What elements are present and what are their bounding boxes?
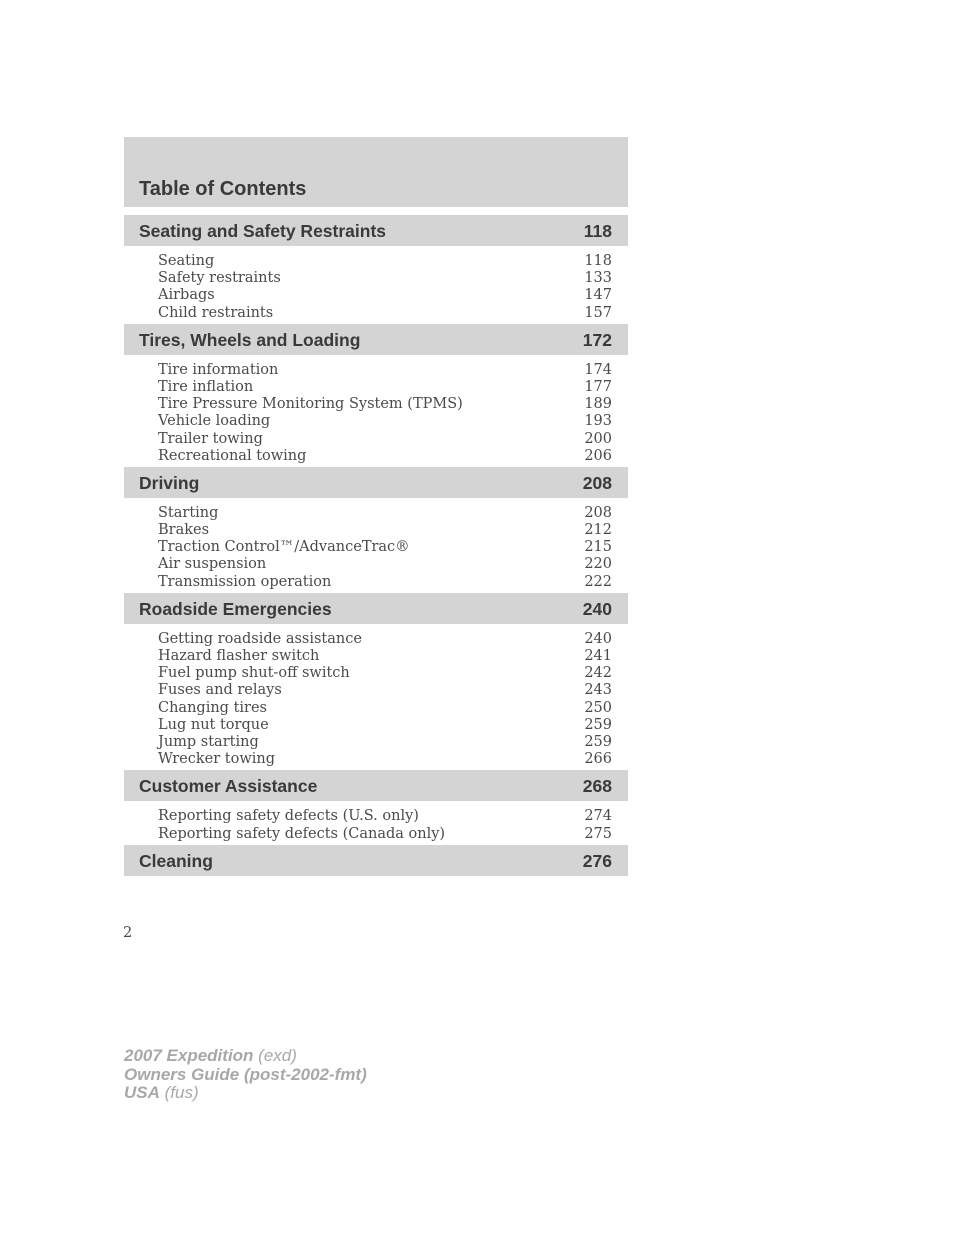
toc-entry-page: 274	[584, 808, 612, 825]
toc-entry[interactable]	[124, 287, 628, 304]
toc-entry[interactable]	[124, 379, 628, 396]
toc-entry-title: Changing tires	[158, 699, 267, 716]
toc-entry-page: 275	[584, 825, 612, 842]
toc-entry-title: Airbags	[158, 287, 215, 304]
toc-entry[interactable]	[124, 305, 628, 322]
section-item-list	[124, 624, 628, 771]
toc-entry[interactable]	[124, 431, 628, 448]
section-item-list	[124, 246, 628, 324]
toc-entry-title: Vehicle loading	[158, 413, 271, 430]
page-title: Table of Contents	[139, 178, 307, 200]
toc-entry-page: 193	[584, 413, 612, 430]
toc-entry-title: Seating	[158, 253, 215, 269]
page-title-band	[124, 137, 628, 207]
toc-entry-page: 147	[584, 287, 612, 304]
toc-entry[interactable]	[124, 556, 628, 573]
toc-entry[interactable]	[124, 717, 628, 734]
section-title: Seating and Safety Restraints	[139, 221, 387, 241]
toc-entry-page: 242	[584, 665, 612, 682]
toc-entry-page: 208	[584, 504, 612, 521]
toc-entry-title: Fuel pump shut-off switch	[158, 665, 350, 682]
toc-entry-page: 157	[584, 304, 612, 321]
toc-entry-title: Child restraints	[158, 304, 274, 321]
section-title: Customer Assistance	[139, 776, 318, 797]
toc-entry-page: 266	[584, 751, 612, 768]
toc-entry[interactable]	[124, 253, 628, 270]
toc-entry-title: Tire inflation	[158, 378, 254, 395]
toc-entry[interactable]	[124, 682, 628, 699]
toc-entry-title: Tire Pressure Monitoring System (TPMS)	[158, 396, 463, 413]
toc-entry-title: Transmission operation	[158, 573, 332, 590]
toc-entry-page: 177	[584, 378, 612, 395]
toc-entry-page: 189	[584, 396, 612, 413]
section-page-number: 276	[582, 850, 612, 871]
toc-entry-title: Wrecker towing	[158, 751, 276, 768]
toc-entry[interactable]	[124, 505, 628, 522]
toc-entry-title: Lug nut torque	[158, 716, 269, 733]
toc-entry-title: Reporting safety defects (Canada only)	[158, 825, 446, 842]
toc-entry-page: 259	[584, 716, 612, 733]
toc-entry[interactable]	[124, 522, 628, 539]
toc-entry[interactable]	[124, 270, 628, 287]
page-number: 2	[123, 925, 133, 941]
section-title: Driving	[139, 472, 200, 493]
toc-entry-page: 240	[584, 630, 612, 647]
footer-line-1: 2007 Expedition (exd)	[124, 1046, 297, 1065]
toc-entry[interactable]	[124, 396, 628, 413]
section-header[interactable]	[124, 215, 628, 246]
toc-entry[interactable]	[124, 826, 628, 843]
toc-entry[interactable]	[124, 751, 628, 768]
section-page-number: 208	[582, 472, 612, 493]
toc-entry-page: 250	[584, 699, 612, 716]
section-page-number: 172	[582, 329, 612, 350]
toc-entry-title: Trailer towing	[158, 430, 263, 447]
section-header[interactable]	[124, 845, 628, 876]
toc-entry[interactable]	[124, 700, 628, 717]
toc-entry-title: Jump starting	[158, 733, 259, 750]
toc-entry-title: Safety restraints	[158, 270, 281, 287]
toc-entry[interactable]	[124, 808, 628, 825]
toc-entry-title: Recreational towing	[158, 447, 307, 464]
toc-entry[interactable]	[124, 574, 628, 591]
document-footer	[124, 1047, 367, 1103]
toc-entry-page: 259	[584, 733, 612, 750]
toc-entry[interactable]	[124, 539, 628, 556]
toc-entry[interactable]	[124, 362, 628, 379]
section-item-list	[124, 355, 628, 467]
section-item-list	[124, 498, 628, 593]
table-of-contents	[124, 215, 628, 876]
toc-entry-page: 220	[584, 556, 612, 573]
toc-entry[interactable]	[124, 448, 628, 465]
toc-entry-title: Starting	[158, 504, 219, 521]
toc-entry-page: 174	[584, 361, 612, 378]
toc-entry-page: 118	[584, 253, 612, 269]
section-header[interactable]	[124, 467, 628, 498]
toc-entry-title: Brakes	[158, 522, 210, 539]
toc-entry-title: Hazard flasher switch	[158, 648, 320, 664]
toc-entry-title: Getting roadside assistance	[158, 630, 362, 647]
section-header[interactable]	[124, 593, 628, 624]
toc-entry-page: 212	[584, 522, 612, 539]
footer-line-2: Owners Guide (post-2002-fmt)	[124, 1064, 367, 1084]
section-header[interactable]	[124, 324, 628, 355]
toc-entry-page: 241	[584, 648, 612, 664]
section-page-number: 240	[582, 598, 612, 619]
toc-entry[interactable]	[124, 648, 628, 665]
toc-entry-title: Traction Control™/AdvanceTrac®	[158, 539, 410, 556]
toc-entry[interactable]	[124, 665, 628, 682]
toc-entry-title: Reporting safety defects (U.S. only)	[158, 808, 419, 825]
section-title: Roadside Emergencies	[139, 598, 332, 619]
toc-entry-title: Fuses and relays	[158, 682, 282, 699]
section-header[interactable]	[124, 770, 628, 801]
footer-line-3: USA (fus)	[124, 1083, 199, 1102]
toc-entry[interactable]	[124, 413, 628, 430]
toc-entry-page: 222	[584, 573, 612, 590]
section-title: Tires, Wheels and Loading	[139, 329, 361, 350]
section-page-number: 118	[583, 221, 612, 241]
toc-entry-page: 200	[584, 430, 612, 447]
toc-entry[interactable]	[124, 734, 628, 751]
toc-entry-page: 243	[584, 682, 612, 699]
section-item-list	[124, 801, 628, 844]
toc-entry-title: Tire information	[158, 361, 279, 378]
toc-entry[interactable]	[124, 631, 628, 648]
toc-entry-title: Air suspension	[158, 556, 267, 573]
toc-entry-page: 206	[584, 447, 612, 464]
toc-entry-page: 133	[584, 270, 612, 287]
section-page-number: 268	[582, 776, 612, 797]
toc-entry-page: 215	[584, 539, 612, 556]
section-title: Cleaning	[139, 850, 213, 871]
